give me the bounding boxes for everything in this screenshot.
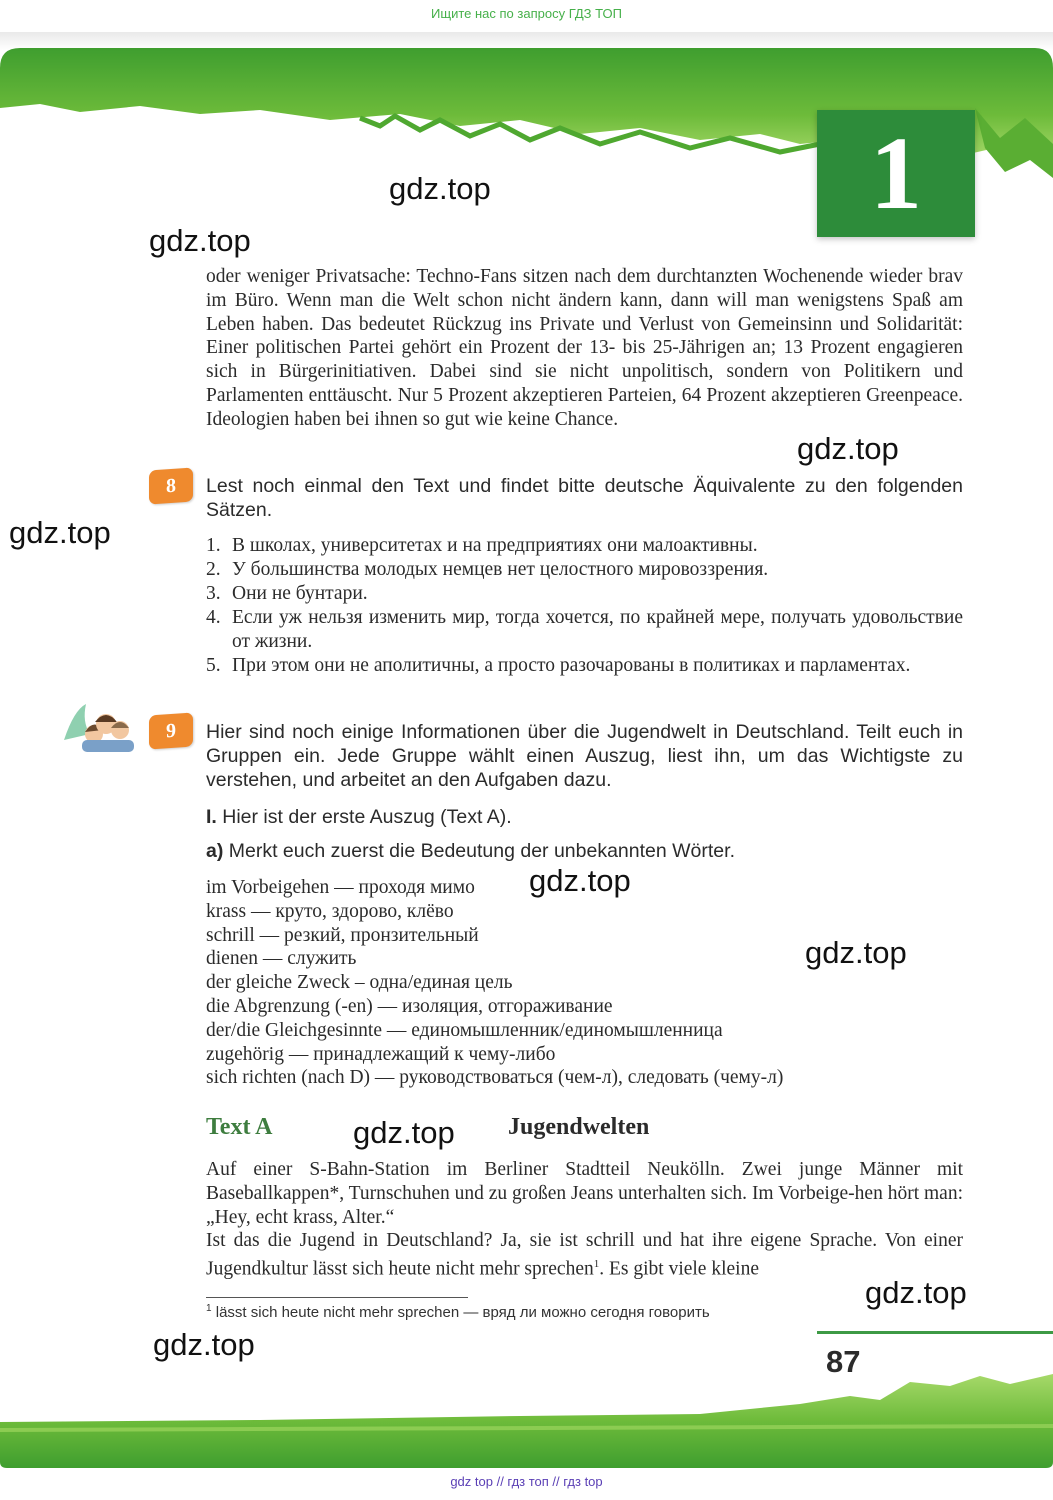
list-item-text: Если уж нельзя изменить мир, тогда хочется, по крайней мере, получать удовольствие от жизни. (232, 607, 963, 652)
text-a-paragraph-2 (206, 1229, 963, 1281)
page-number-rule (817, 1331, 1053, 1334)
chapter-number-box (817, 110, 975, 237)
footnote-marker: 1 (593, 1257, 600, 1270)
vocabulary-entry: die Abgrenzung (-en) — изоляция, отгораживание (206, 995, 613, 1017)
top-banner[interactable]: Ищите нас по запросу ГДЗ ТОП (431, 6, 622, 21)
kids-group-icon (64, 700, 144, 752)
task-8-badge: 8 (149, 467, 193, 504)
watermark: gdz.top (389, 171, 491, 206)
task-9-part (206, 805, 963, 829)
vocabulary-entry: krass — круто, здорово, клёво (206, 900, 454, 922)
vocabulary-entry: schrill — резкий, пронзительный (206, 924, 479, 946)
text-a-paragraph-2-end: . Es gibt viele kleine (599, 1258, 759, 1280)
watermark: gdz.top (865, 1275, 967, 1310)
list-item-number: 4. (206, 607, 221, 628)
vocabulary-entry: zugehörig — принадлежащий к чему-либо (206, 1043, 556, 1065)
vocabulary-entry: der gleiche Zweck – одна/единая цель (206, 972, 513, 994)
vocabulary-entry: im Vorbeigehen — проходя мимо (206, 877, 475, 898)
task-9-subtask (206, 839, 963, 863)
page-number: 87 (826, 1344, 861, 1379)
text-a-paragraph-2-start: Ist das die Jugend in Deutschland? Ja, sie ist schrill und hat ihre eigene Sprache. Von einer Jugendkultur lässt sich heute nicht mehr sprechen (206, 1230, 963, 1280)
vocabulary-list (206, 876, 963, 1090)
list-item-text: При этом они не аполитичны, а просто разочарованы в политиках и парламентах. (232, 655, 911, 676)
part-label: I. (206, 806, 217, 828)
watermark: gdz.top (353, 1115, 455, 1150)
list-item (206, 534, 963, 558)
subtask-text: Merkt euch zuerst die Bedeutung der unbekannten Wörter. (228, 840, 735, 862)
part-text: Hier ist der erste Auszug (Text A). (222, 806, 512, 828)
list-item-number: 3. (206, 583, 221, 604)
list-item-number: 5. (206, 655, 221, 676)
footnote (206, 1303, 710, 1321)
list-item (206, 606, 963, 654)
watermark: gdz.top (153, 1327, 255, 1362)
text-a-label: Text A (206, 1114, 273, 1140)
chapter-number: 1 (870, 115, 922, 231)
watermark: gdz.top (797, 431, 899, 466)
list-item-number: 1. (206, 535, 221, 556)
bottom-banner[interactable]: gdz top // гдз топ // гдз top (450, 1474, 603, 1489)
list-item-text: У большинства молодых немцев нет целостного мировоззрения. (232, 559, 769, 580)
watermark: gdz.top (149, 223, 251, 258)
task-9-badge: 9 (149, 712, 193, 749)
task-8-list (206, 534, 963, 678)
vocabulary-entry: der/die Gleichgesinnte — единомышленник/единомышленница (206, 1019, 723, 1041)
watermark: gdz.top (9, 515, 111, 550)
footnote-divider (206, 1297, 468, 1298)
grass-footer-art (0, 1370, 1053, 1470)
subtask-label: a) (206, 840, 224, 862)
vocabulary-entry: dienen — служить (206, 948, 357, 970)
list-item-text: В школах, университетах и на предприятиях они малоактивны. (232, 535, 758, 556)
intro-paragraph: oder weniger Privatsache: Techno-Fans sitzen nach dem durchtanzten Wochenende wieder brav im Büro. Wenn man die Welt schon nicht ändern kann, dann will man wenigstens Spaß am Leben haben. Das bedeutet Rückzug ins Private und Verlust von Gemeinsinn und Solidarität: Einer politischen Partei gehört ein Prozent der 13- bis 25-Jährigen an; 13 Prozent engagieren sich in Bürgerinitiativen. Dabei sind sie nicht unpolitisch, sondern von Politikern und Parlamenten enttäuscht. Nur 5 Prozent akzeptieren Parteien, 64 Prozent akzeptieren Greenpeace. Ideologien haben bei ihnen so gut wie keine Chance. (206, 266, 963, 430)
footnote-number: 1 (206, 1303, 212, 1314)
list-item-number: 2. (206, 559, 221, 580)
vocabulary-entry: sich richten (nach D) — руководствоваться (чем-л), следовать (чему-л) (206, 1067, 784, 1089)
list-item (206, 582, 963, 606)
watermark: gdz.top (805, 935, 907, 970)
list-item (206, 654, 963, 678)
footnote-text: lässt sich heute nicht mehr sprechen — вряд ли можно сегодня говорить (215, 1304, 710, 1321)
text-a-title: Jugendwelten (508, 1114, 650, 1140)
task-8-instruction: Lest noch einmal den Text und findet bitte deutsche Äquivalente zu den folgenden Sätzen. (206, 475, 963, 521)
task-9-instruction: Hier sind noch einige Informationen über die Jugendwelt in Deutschland. Teilt euch in Gruppen ein. Jede Gruppe wählt einen Auszug, liest ihn, um das Wichtigste zu verstehen, und arbeitet an den Aufgaben dazu. (206, 721, 963, 791)
text-a-paragraph-1: Auf einer S-Bahn-Station im Berliner Stadtteil Neukölln. Zwei junge Männer mit Baseballkappen*, Turnschuhen und zu großen Jeans unterhalten sich. Im Vorbeige-hen hört man: „Hey, echt krass, Alter.“ (206, 1159, 963, 1228)
list-item-text: Они не бунтари. (232, 583, 368, 604)
list-item (206, 558, 963, 582)
watermark: gdz.top (529, 863, 631, 898)
